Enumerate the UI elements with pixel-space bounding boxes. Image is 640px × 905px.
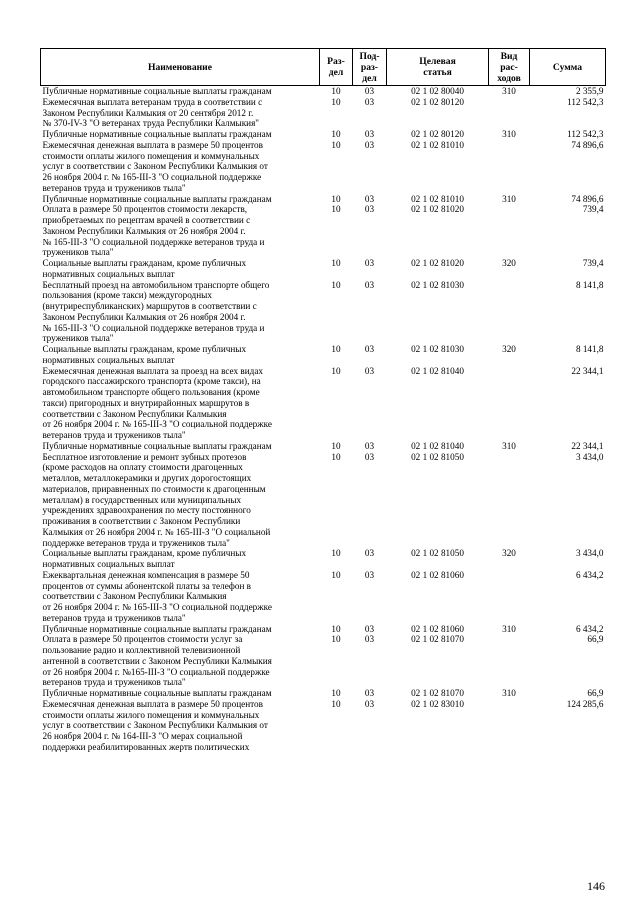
- table-row: [41, 441, 606, 452]
- row-subsection: 03: [364, 634, 375, 645]
- row-sum: 3 434,0: [575, 451, 604, 462]
- row-section: 10: [331, 440, 341, 451]
- row-name: Публичные нормативные социальные выплаты гражданам: [42, 440, 272, 451]
- row-sum: 2 355,9: [575, 86, 604, 96]
- table-row: [41, 204, 606, 258]
- row-name: Бесплатное изготовление и ремонт зубных протезов (кроме расходов на оплату стоимости драгоценных металлов, металлокерамики и других дорогостоящих материалов, приравненных по стоимости к драгоценным металлам) в государственных или муниципальных учреждениях здравоохранения по месту постоянного проживания в соответствии с Законом Республики Калмыкия от 26 ноября 2004 г. № 165-III-З "О социальной поддержке ветеранов труда и тружеников тыла": [42, 451, 271, 548]
- row-article: 02 1 02 80120: [411, 129, 464, 139]
- row-section: 10: [331, 548, 341, 559]
- row-kind: [489, 97, 530, 129]
- row-name: Ежемесячная денежная выплата в размере 50 процентов стоимости оплаты жилого помещения и коммунальных услуг в соответствии с Законом Республики Калмыкия от 26 ноября 2004 г. № 165-III-З "О социальной поддержке ветеранов труда и тружеников тыла": [42, 139, 268, 193]
- table-row: [41, 548, 606, 570]
- table-body: [41, 86, 606, 753]
- row-subsection: 03: [364, 623, 375, 634]
- row-sum: 74 896,6: [571, 193, 604, 204]
- row-article: 02 1 02 81020: [411, 258, 464, 268]
- row-sum: 6 434,2: [575, 623, 604, 634]
- row-kind: [489, 280, 530, 345]
- row-name: Ежемесячная выплата ветеранам труда в соответствии с Законом Республики Калмыкия от 20 сентября 2012 г. № 370-IV-З "О ветеранах труда Республики Калмыкия": [42, 96, 263, 129]
- row-kind: 310: [502, 86, 516, 96]
- row-name: Бесплатный проезд на автомобильном транспорте общего пользования (кроме такси) междугородных (внутриреспубликанских) маршрутов в соответствии с Законом Республики Калмыкия от 26 ноября 2004 г. № 165-III-З "О социальной поддержке ветеранов труда и тружеников тыла": [42, 279, 270, 344]
- table-row: [41, 634, 606, 688]
- table-row: [41, 452, 606, 549]
- row-subsection: 03: [364, 344, 375, 354]
- row-article: 02 1 02 81010: [411, 139, 464, 150]
- row-section: 10: [331, 193, 341, 204]
- row-sum: 112 542,3: [567, 129, 604, 139]
- table-row: [41, 86, 606, 97]
- row-subsection: 03: [364, 279, 375, 290]
- row-name: Ежеквартальная денежная компенсация в размере 50 процентов от суммы абонентской платы за телефон в соответствии с Законом Республики Калмыкия от 26 ноября 2004 г. № 165-III-З "О социальной поддержке ветеранов труда и тружеников тыла": [42, 569, 272, 623]
- row-subsection: 03: [364, 129, 375, 139]
- row-article: 02 1 02 80120: [411, 96, 464, 107]
- row-article: 02 1 02 81030: [411, 344, 464, 354]
- table-header-row: [41, 49, 606, 86]
- row-name: Оплата в размере 50 процентов стоимости лекарств, приобретаемых по рецептам врачей в соответствии с Законом Республики Калмыкия от 26 ноября 2004 г. № 165-III-З "О социальной поддержке ветеранов труда и тружеников тыла": [42, 204, 265, 258]
- row-subsection: 03: [364, 365, 375, 376]
- row-subsection: 03: [364, 451, 375, 462]
- row-sum: 3 434,0: [575, 548, 604, 559]
- row-kind: 310: [502, 623, 516, 634]
- row-sum: 8 141,8: [575, 344, 604, 354]
- row-sum: 74 896,6: [571, 139, 604, 150]
- row-name: Социальные выплаты гражданам, кроме публичных нормативных социальных выплат: [42, 344, 247, 365]
- row-article: 02 1 02 81050: [411, 548, 464, 559]
- table-row: [41, 97, 606, 129]
- row-section: 10: [331, 569, 341, 580]
- row-kind: [489, 634, 530, 688]
- row-sum: 124 285,6: [566, 698, 604, 709]
- table-row: [41, 688, 606, 699]
- row-kind: [489, 570, 530, 624]
- row-section: 10: [331, 129, 341, 139]
- table-row: [41, 344, 606, 366]
- row-subsection: 03: [364, 193, 375, 204]
- row-kind: [489, 452, 530, 549]
- table-row: [41, 366, 606, 441]
- row-article: 02 1 02 81010: [411, 193, 464, 204]
- row-section: 10: [331, 204, 341, 215]
- row-section: 10: [331, 451, 341, 462]
- table-row: [41, 129, 606, 140]
- row-sum: 112 542,3: [567, 96, 604, 107]
- row-section: 10: [331, 258, 341, 268]
- row-subsection: 03: [364, 548, 375, 559]
- header-sum: Сумма: [530, 49, 606, 86]
- row-article: 02 1 02 80040: [411, 86, 464, 96]
- row-article: 02 1 02 81050: [411, 451, 464, 462]
- row-article: 02 1 02 81070: [411, 688, 464, 698]
- header-name: Наименование: [41, 49, 320, 86]
- table-row: [41, 194, 606, 205]
- row-sum: 22 344,1: [571, 365, 604, 376]
- row-subsection: 03: [364, 204, 375, 215]
- table-row: [41, 570, 606, 624]
- row-section: 10: [331, 86, 341, 96]
- row-section: 10: [331, 698, 341, 709]
- row-section: 10: [331, 96, 341, 107]
- table-row: [41, 699, 606, 753]
- row-article: 02 1 02 81060: [411, 569, 464, 580]
- row-article: 02 1 02 81040: [411, 440, 464, 451]
- row-subsection: 03: [364, 86, 375, 96]
- row-kind: 320: [502, 258, 516, 268]
- row-section: 10: [331, 139, 341, 150]
- row-name: Публичные нормативные социальные выплаты гражданам: [42, 129, 272, 139]
- row-article: 02 1 02 83010: [411, 698, 464, 709]
- row-subsection: 03: [364, 688, 375, 698]
- row-kind: [489, 366, 530, 441]
- row-name: Публичные нормативные социальные выплаты гражданам: [42, 193, 272, 204]
- row-name: Публичные нормативные социальные выплаты гражданам: [42, 623, 272, 634]
- table-row: [41, 280, 606, 345]
- header-section: Раз- дел: [320, 49, 353, 86]
- row-article: 02 1 02 81070: [411, 634, 464, 645]
- row-name: Публичные нормативные социальные выплаты гражданам: [42, 688, 272, 698]
- row-kind: [489, 140, 530, 194]
- row-section: 10: [331, 365, 341, 376]
- row-kind: 310: [502, 688, 516, 698]
- row-name: Социальные выплаты гражданам, кроме публичных нормативных социальных выплат: [42, 258, 247, 279]
- row-sum: 66,9: [587, 634, 604, 645]
- row-name: Публичные нормативные социальные выплаты гражданам: [42, 86, 272, 96]
- row-name: Оплата в размере 50 процентов стоимости услуг за пользование радио и коллективной телевизионной антенной в соответствии с Законом Республики Калмыкия от 26 ноября 2004 г. №165-III-З "О социальной поддержке ветеранов труда и тружеников тыла": [42, 634, 272, 688]
- table-row: [41, 258, 606, 280]
- row-article: 02 1 02 81060: [411, 623, 464, 634]
- row-subsection: 03: [364, 96, 375, 107]
- header-kind: Вид рас- ходов: [489, 49, 530, 86]
- row-sum: 6 434,2: [575, 569, 604, 580]
- row-section: 10: [331, 623, 341, 634]
- row-name: Социальные выплаты гражданам, кроме публичных нормативных социальных выплат: [42, 548, 247, 569]
- row-section: 10: [331, 688, 341, 698]
- row-sum: 739,4: [582, 204, 604, 215]
- row-article: 02 1 02 81030: [411, 279, 464, 290]
- row-kind: 310: [502, 129, 516, 139]
- row-kind: 310: [502, 440, 516, 451]
- row-kind: [489, 204, 530, 258]
- row-subsection: 03: [364, 258, 375, 268]
- row-section: 10: [331, 634, 341, 645]
- row-kind: 320: [502, 344, 516, 354]
- row-subsection: 03: [364, 139, 375, 150]
- table-row: [41, 140, 606, 194]
- row-subsection: 03: [364, 569, 375, 580]
- budget-table: [40, 48, 606, 753]
- row-kind: [489, 699, 530, 753]
- row-name: Ежемесячная денежная выплата за проезд на всех видах городского пассажирского транспорта (кроме такси), на автомобильном транспорте общего пользования (кроме такси) пригородных и внутрирайонных маршрутов в соответствии с Законом Республики Калмыкия от 26 ноября 2004 г. № 165-III-З "О социальной поддержке ветеранов труда и тружеников тыла": [42, 365, 272, 440]
- row-sum: 8 141,8: [575, 279, 604, 290]
- row-sum: 739,4: [582, 258, 604, 268]
- row-subsection: 03: [364, 440, 375, 451]
- row-kind: 320: [502, 548, 516, 559]
- header-subsection: Под- раз- дел: [353, 49, 387, 86]
- row-subsection: 03: [364, 698, 375, 709]
- row-name: Ежемесячная денежная выплата в размере 50 процентов стоимости оплаты жилого помещения и коммунальных услуг в соответствии с Законом Республики Калмыкия от 26 ноября 2004 г. № 164-III-З "О мерах социальной поддержки реабилитированных жертв политических: [42, 698, 268, 752]
- page-number: 146: [587, 879, 605, 893]
- table-row: [41, 624, 606, 635]
- row-article: 02 1 02 81040: [411, 365, 464, 376]
- row-section: 10: [331, 279, 341, 290]
- row-sum: 66,9: [587, 688, 604, 698]
- header-article: Целевая статья: [387, 49, 489, 86]
- row-sum: 22 344,1: [571, 440, 604, 451]
- row-kind: 310: [502, 193, 516, 204]
- row-section: 10: [331, 344, 341, 354]
- row-article: 02 1 02 81020: [411, 204, 464, 215]
